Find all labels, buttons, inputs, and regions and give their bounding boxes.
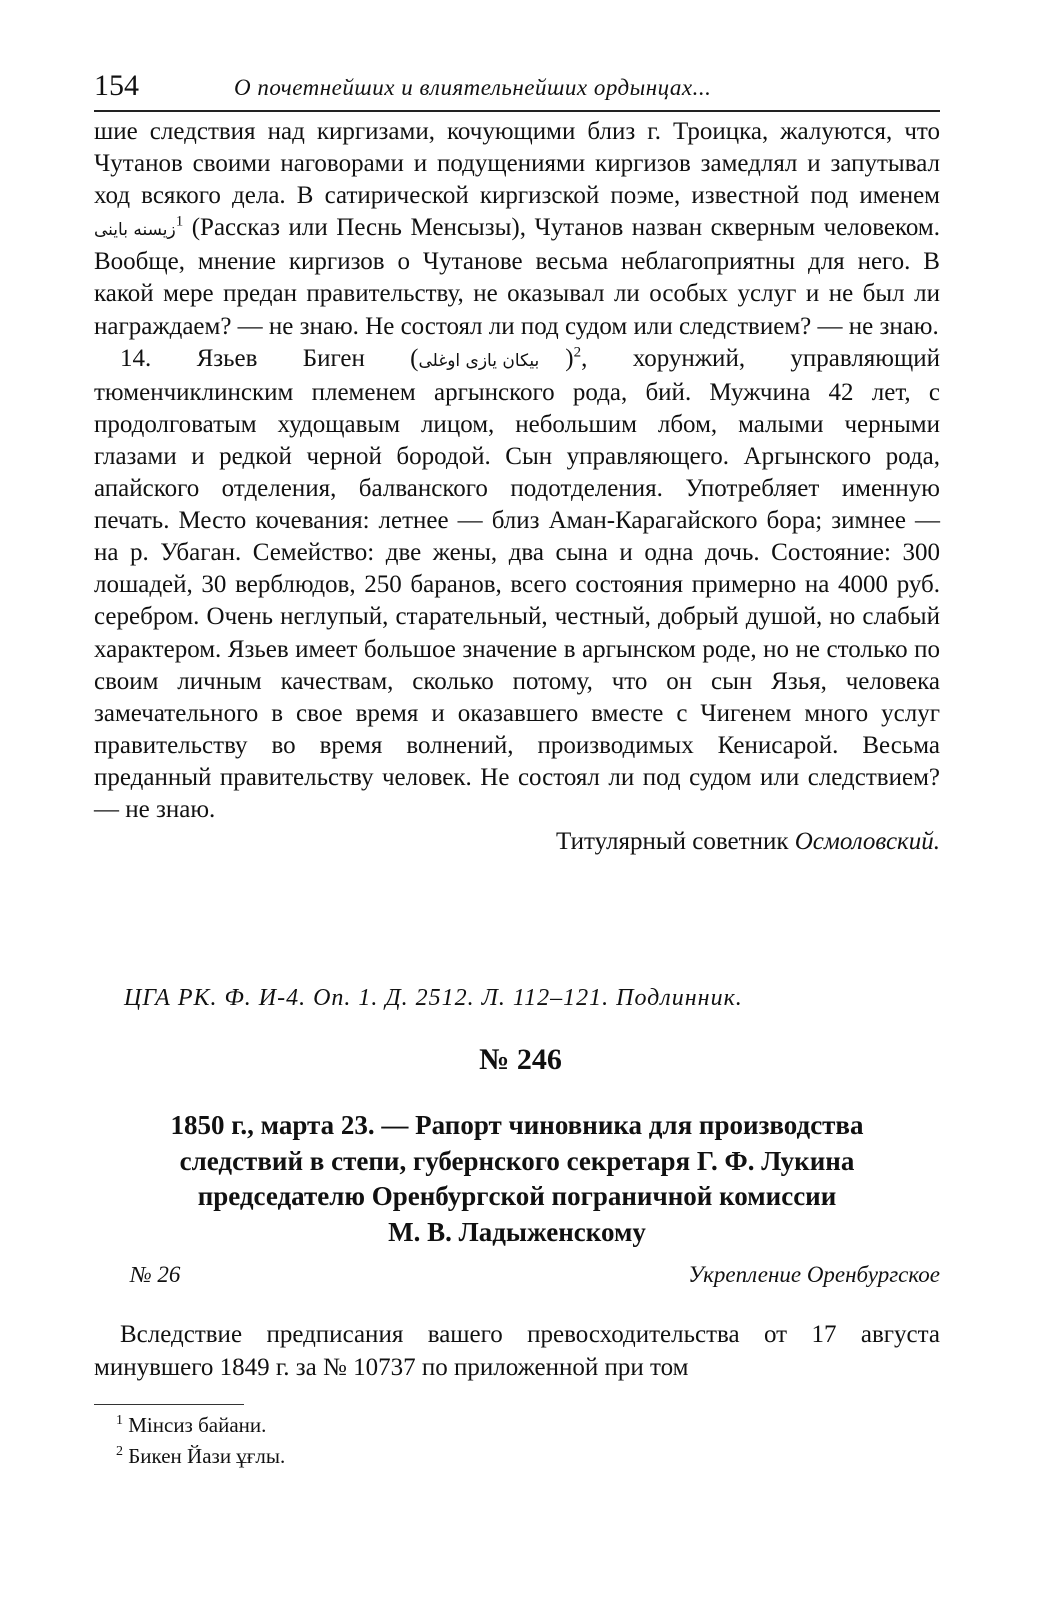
footnote-ref-2: 2 — [573, 344, 582, 361]
document-heading — [94, 1108, 940, 1250]
running-header — [94, 66, 940, 112]
paragraph-text: 14. Язьев Биген ( — [120, 344, 419, 372]
footnotes — [116, 1410, 916, 1472]
document-number: № 246 — [479, 1043, 562, 1076]
paragraph-text: ) — [565, 344, 574, 372]
signature — [94, 826, 940, 858]
document-paragraph: Вследствие предписания вашего превосходительства от 17 августа минувшего 1849 г. за № 10737 по приложенной при том — [94, 1321, 940, 1381]
paragraph-chutanov — [94, 116, 940, 343]
heading-line: 1850 г., марта 23. — Рапорт чиновника для производства — [170, 1110, 864, 1140]
footnote-mark: 1 — [116, 1413, 123, 1428]
heading-line: следствий в степи, губернского секретаря Г. Ф. Лукина — [179, 1145, 855, 1176]
document-meta — [94, 1262, 940, 1298]
heading-line: М. В. Ладыженскому — [388, 1216, 646, 1247]
arabic-title: زیسنه باینی — [94, 220, 176, 241]
footnote-divider — [94, 1404, 244, 1405]
footnote-text: Бикен Йази ұғлы. — [128, 1444, 286, 1468]
report-place: Укрепление Оренбургское — [688, 1262, 940, 1287]
footnote-ref-1: 1 — [175, 213, 184, 230]
document-body — [94, 1318, 940, 1384]
paragraph-text: шие следствия над киргизами, кочующими близ г. Троицка, жалуются, что Чутанов своими наговорами и подущениями киргизов замедлял и запутывал ход всякого дела. В сатирической киргизской поэме, известной под именем — [94, 118, 940, 210]
heading-line: председателю Оренбургской пограничной комиссии — [197, 1181, 837, 1211]
running-title: О почетнейших и влиятельнейших ордынцах... — [234, 75, 712, 100]
footnote — [116, 1441, 916, 1472]
paragraph-text: (Рассказ или Песнь Менсызы), Чутанов назван скверным человеком. Вообще, мнение киргизов о Чутанове весьма неблагоприятны для него. В какой мере предан правительству, не оказывал ли особых услуг и не был ли награждаем? — не знаю. Не состоял ли под судом или следствием? — не знаю. — [94, 214, 940, 340]
page-number: 154 — [94, 69, 139, 102]
report-number: № 26 — [130, 1262, 181, 1287]
paragraph-yazyev — [94, 343, 940, 826]
signature-name: Осмоловский. — [794, 828, 940, 856]
footnote-text: Мінсиз байани. — [128, 1413, 267, 1437]
footnote-mark: 2 — [116, 1444, 123, 1459]
paragraph-text: , хорунжий, управляющий тюменчиклинским племенем аргынского рода, бий. Мужчина 42 лет, с продолговатым худощавым лицом, небольшим лбом, малыми черными глазами и редкой черной бородой. Сын управляющего. Аргынского рода, апайского отделения, балванского подотделения. Употребляет именную печать. Место кочевания: летнее — близ Аман-Карагайского бора; зимнее — на р. Убаган. Семейство: две жены, два сына и одна дочь. Состояние: 300 лошадей, 30 верблюдов, 250 баранов, всего состояния примерно на 4000 руб. серебром. Очень неглупый, старательный, честный, добрый душой, но слабый характером. Язьев имеет большое значение в аргынском роде, но не столько по своим личным качествам, сколько потому, что он сын Язья, человека замечательного в свое время и оказавшего вместе с Чигенем много услуг правительству во время волнений, производимых Кенисарой. Весьма преданный правительству человек. Не состоял ли под судом или следствием? — не знаю. — [94, 344, 940, 823]
arabic-name: بیکان یازی اوغلی — [418, 350, 540, 371]
footnote — [116, 1410, 916, 1441]
archive-reference: ЦГА РК. Ф. И-4. Оп. 1. Д. 2512. Л. 112–121. Подлинник. — [124, 985, 743, 1011]
main-text — [94, 116, 940, 858]
signature-title: Титулярный советник — [556, 828, 795, 856]
